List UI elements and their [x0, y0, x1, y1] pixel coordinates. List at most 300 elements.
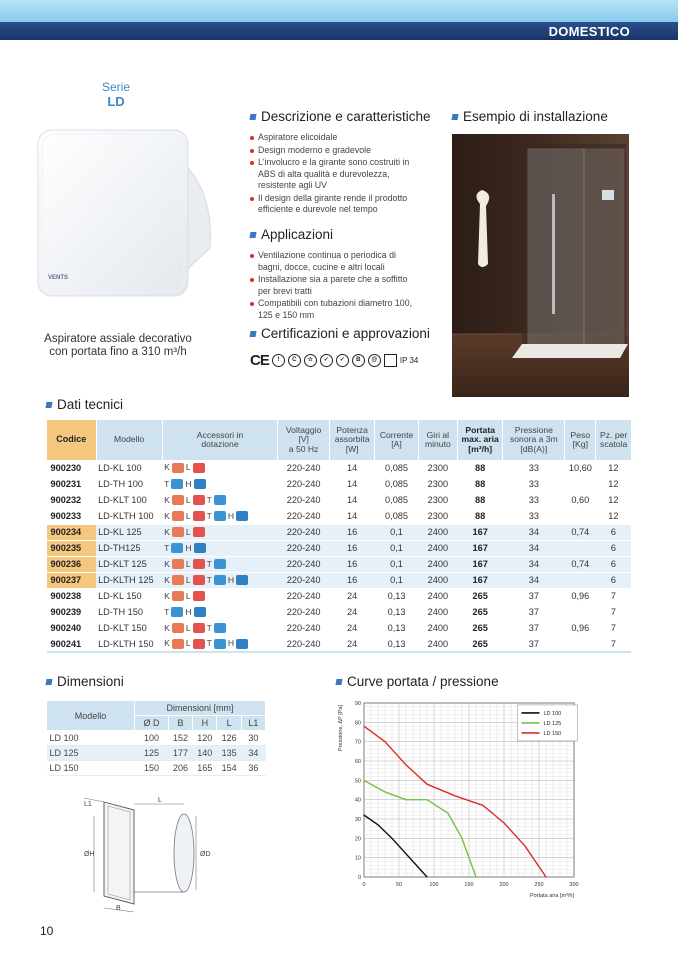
series-point	[468, 857, 469, 858]
cell-voltage: 220-240	[278, 476, 330, 492]
certifications-title: Certificazioni e approvazioni	[250, 326, 430, 341]
series-point	[545, 876, 546, 877]
dim-col-group: Dimensioni [mm]	[135, 701, 266, 716]
cell-current: 0,085	[375, 460, 418, 476]
cell-weight: 10,60	[565, 460, 596, 476]
cell-flow: 265	[457, 604, 502, 620]
x-tick-label: 250	[534, 882, 544, 888]
accessory-code: L	[185, 510, 191, 521]
x-tick-label: 50	[395, 882, 403, 888]
cell-flow: 265	[457, 636, 502, 652]
cell-rpm: 2400	[418, 556, 457, 572]
table-row	[47, 731, 266, 746]
accessory-code: L	[185, 558, 191, 569]
dimensions-title: Dimensioni	[46, 674, 124, 689]
cell-model: LD-KLT 150	[96, 620, 162, 636]
accessory-code: L	[185, 526, 191, 537]
tech-title: Dati tecnici	[46, 397, 123, 412]
cell-accessories	[162, 556, 278, 572]
accessory-code: H	[227, 638, 235, 649]
cell-pcs: 12	[596, 460, 631, 476]
cell-power: 24	[329, 620, 374, 636]
dim-cell: 34	[241, 746, 265, 761]
cell-noise: 37	[503, 636, 565, 652]
cell-power: 24	[329, 588, 374, 604]
cell-rpm: 2400	[418, 540, 457, 556]
check-valve-icon	[172, 623, 184, 633]
cell-model: LD-KL 150	[96, 588, 162, 604]
cell-flow: 167	[457, 556, 502, 572]
cell-weight	[565, 604, 596, 620]
cell-current: 0,085	[375, 492, 418, 508]
cell-pcs: 7	[596, 636, 631, 652]
cell-code: 900240	[47, 620, 97, 636]
series-label: Serie	[101, 80, 130, 94]
table-row	[47, 476, 632, 492]
table-row	[47, 508, 632, 524]
cell-model: LD-KLTH 125	[96, 572, 162, 588]
col-flow: Portata max. aria [m³/h]	[457, 420, 502, 460]
dim-cell: 165	[193, 761, 217, 776]
cell-model: LD-TH 100	[96, 476, 162, 492]
cell-power: 16	[329, 572, 374, 588]
cell-weight: 0,74	[565, 524, 596, 540]
list-item: Aspiratore elicoidale	[250, 132, 420, 144]
cell-flow: 88	[457, 508, 502, 524]
legend-label: LD 100	[543, 710, 562, 717]
cell-code: 900239	[47, 604, 97, 620]
accessory-code: H	[227, 510, 235, 521]
series-point	[426, 784, 427, 785]
humidity-sensor-icon	[236, 575, 248, 585]
cell-current: 0,13	[375, 588, 418, 604]
cell-voltage: 220-240	[278, 620, 330, 636]
cell-rpm: 2300	[418, 492, 457, 508]
cell-weight: 0,74	[565, 556, 596, 572]
installation-photo	[452, 134, 629, 397]
cell-pcs: 12	[596, 492, 631, 508]
cell-code: 900234	[47, 524, 97, 540]
cell-power: 14	[329, 476, 374, 492]
lamp-icon	[193, 495, 205, 505]
cell-current: 0,1	[375, 524, 418, 540]
cell-noise: 34	[503, 524, 565, 540]
dimension-drawing	[64, 794, 254, 912]
cell-rpm: 2400	[418, 524, 457, 540]
series-point	[475, 876, 476, 877]
cell-voltage: 220-240	[278, 556, 330, 572]
cell-noise: 34	[503, 556, 565, 572]
dim-col: H	[193, 716, 217, 731]
cell-current: 0,1	[375, 556, 418, 572]
humidity-sensor-icon	[236, 639, 248, 649]
accessory-code: T	[206, 574, 212, 585]
dim-cell: 126	[217, 731, 241, 746]
table-row	[47, 492, 632, 508]
dim-cell: 36	[241, 761, 265, 776]
accessory-code: K	[164, 494, 170, 505]
cell-weight	[565, 572, 596, 588]
col-power: Potenza assorbita [W]	[329, 420, 374, 460]
certification-mark-icon: ☆	[304, 354, 317, 367]
cell-code: 900232	[47, 492, 97, 508]
cell-model: LD-KLTH 100	[96, 508, 162, 524]
timer-icon	[214, 575, 226, 585]
cell-code: 900231	[47, 476, 97, 492]
section-square-icon	[249, 331, 256, 337]
series-point	[524, 845, 525, 846]
cell-accessories	[162, 492, 278, 508]
cell-accessories	[162, 572, 278, 588]
cell-code: 900238	[47, 588, 97, 604]
section-square-icon	[45, 679, 52, 685]
timer-icon	[214, 623, 226, 633]
cell-voltage: 220-240	[278, 524, 330, 540]
dim-col-model: Modello	[47, 701, 135, 731]
installation-title: Esempio di installazione	[452, 109, 608, 124]
timer-icon	[214, 559, 226, 569]
dim-cell: 152	[168, 731, 192, 746]
dim-cell-model: LD 125	[47, 746, 135, 761]
accessory-code: L	[185, 638, 191, 649]
dim-cell: 150	[135, 761, 169, 776]
dim-col: Ø D	[135, 716, 169, 731]
cell-power: 24	[329, 604, 374, 620]
humidity-sensor-icon	[236, 511, 248, 521]
accessory-code: L	[185, 574, 191, 585]
cell-noise: 37	[503, 620, 565, 636]
dim-label: B	[116, 905, 121, 912]
cell-power: 16	[329, 540, 374, 556]
cell-voltage: 220-240	[278, 540, 330, 556]
dim-cell-model: LD 150	[47, 761, 135, 776]
cell-flow: 265	[457, 588, 502, 604]
cell-current: 0,1	[375, 540, 418, 556]
y-tick-label: 50	[354, 778, 361, 785]
cell-accessories	[162, 636, 278, 652]
cell-current: 0,085	[375, 476, 418, 492]
col-voltage: Voltaggio [V] a 50 Hz	[278, 420, 330, 460]
page-number: 10	[40, 924, 54, 938]
product-image	[28, 128, 214, 302]
series-point	[405, 853, 406, 854]
dim-col: L	[217, 716, 241, 731]
accessory-code: T	[206, 510, 212, 521]
section-square-icon	[335, 679, 342, 685]
list-item: L'involucro e la girante sono costruiti in ABS di alta qualità e durevolezza, resistente agli UV	[250, 157, 420, 192]
accessory-code: K	[164, 622, 170, 633]
dim-cell: 30	[241, 731, 265, 746]
y-tick-label: 70	[354, 739, 361, 746]
accessory-code: K	[164, 638, 170, 649]
series-point	[461, 838, 462, 839]
timer-icon	[214, 511, 226, 521]
timer-icon	[171, 607, 183, 617]
series-point	[426, 876, 427, 877]
cell-flow: 265	[457, 620, 502, 636]
table-row	[47, 761, 266, 776]
dim-cell: 125	[135, 746, 169, 761]
section-square-icon	[45, 402, 52, 408]
col-accessories: Accessori in dotazione	[162, 420, 278, 460]
legend-label: LD 150	[543, 730, 562, 737]
tech-table	[46, 420, 631, 653]
cell-weight	[565, 476, 596, 492]
cell-current: 0,13	[375, 636, 418, 652]
cell-current: 0,13	[375, 620, 418, 636]
dim-label: L	[158, 797, 162, 804]
applications-title: Applicazioni	[250, 227, 333, 242]
series-point	[447, 813, 448, 814]
series-point	[405, 764, 406, 765]
certification-mark-icon: B	[352, 354, 365, 367]
table-row	[47, 460, 632, 476]
section-label: DOMESTICO	[548, 24, 630, 39]
cell-voltage: 220-240	[278, 588, 330, 604]
x-tick-label: 100	[429, 882, 439, 888]
cell-model: LD-KLT 125	[96, 556, 162, 572]
dim-cell: 100	[135, 731, 169, 746]
cell-noise: 33	[503, 508, 565, 524]
table-row	[47, 588, 632, 604]
y-tick-label: 30	[354, 817, 361, 823]
series-point	[426, 799, 427, 800]
cell-voltage: 220-240	[278, 492, 330, 508]
cell-accessories	[162, 588, 278, 604]
check-valve-icon	[172, 463, 184, 473]
cell-pcs: 12	[596, 476, 631, 492]
accessory-code: H	[227, 574, 235, 585]
accessory-code: H	[185, 606, 192, 617]
dim-cell: 206	[168, 761, 192, 776]
fan-on-wall	[602, 190, 614, 200]
dim-cell: 140	[193, 746, 217, 761]
cell-rpm: 2400	[418, 636, 457, 652]
table-row	[47, 746, 266, 761]
lamp-icon	[193, 511, 205, 521]
timer-icon	[214, 639, 226, 649]
table-row	[47, 620, 632, 636]
dim-label: ØH	[84, 851, 95, 858]
cell-power: 16	[329, 524, 374, 540]
cell-power: 16	[329, 556, 374, 572]
humidity-sensor-icon	[194, 479, 206, 489]
check-valve-icon	[172, 495, 184, 505]
y-tick-label: 20	[354, 836, 361, 843]
cell-rpm: 2400	[418, 620, 457, 636]
cell-model: LD-KLTH 150	[96, 636, 162, 652]
cell-accessories	[162, 508, 278, 524]
cell-pcs: 6	[596, 524, 631, 540]
cell-code: 900241	[47, 636, 97, 652]
legend-label: LD 125	[543, 720, 562, 727]
lamp-icon	[193, 591, 205, 601]
cell-model: LD-KL 100	[96, 460, 162, 476]
cell-current: 0,1	[375, 572, 418, 588]
table-row	[47, 556, 632, 572]
cell-model: LD-KL 125	[96, 524, 162, 540]
check-valve-icon	[172, 575, 184, 585]
accessory-code: T	[164, 478, 170, 489]
series-point	[384, 741, 385, 742]
pressure-flow-chart	[330, 697, 579, 909]
table-row	[47, 572, 632, 588]
col-rpm: Giri al minuto	[418, 420, 457, 460]
dim-cell: 135	[217, 746, 241, 761]
cell-weight	[565, 540, 596, 556]
section-square-icon	[249, 114, 256, 120]
series-point	[482, 805, 483, 806]
product-brand-logo: VENTS	[48, 275, 69, 281]
series-point	[405, 799, 406, 800]
dim-col: L1	[241, 716, 265, 731]
humidity-sensor-icon	[194, 607, 206, 617]
lamp-icon	[193, 623, 205, 633]
cell-code: 900235	[47, 540, 97, 556]
section-band	[0, 22, 678, 40]
timer-icon	[171, 479, 183, 489]
check-valve-icon	[172, 559, 184, 569]
table-row	[47, 540, 632, 556]
accessory-code: K	[164, 510, 170, 521]
cell-weight: 0,96	[565, 588, 596, 604]
accessory-code: K	[164, 590, 170, 601]
col-model: Modello	[96, 420, 162, 460]
certification-mark-icon: ✓	[320, 354, 333, 367]
accessory-code: L	[185, 590, 191, 601]
cell-accessories	[162, 620, 278, 636]
certification-marks	[250, 350, 418, 370]
x-tick-label: 150	[464, 882, 474, 888]
accessory-code: L	[185, 622, 191, 633]
cell-weight: 0,96	[565, 620, 596, 636]
check-valve-icon	[172, 527, 184, 537]
certification-mark-icon: !	[272, 354, 285, 367]
dimensions-table	[46, 700, 266, 776]
accessory-code: T	[206, 494, 212, 505]
curves-title: Curve portata / pressione	[336, 674, 499, 689]
cell-flow: 167	[457, 572, 502, 588]
lamp-icon	[193, 559, 205, 569]
y-tick-label: 0	[357, 875, 361, 881]
cell-weight: 0,60	[565, 492, 596, 508]
series-point	[391, 838, 392, 839]
y-tick-label: 80	[354, 720, 361, 727]
series-model: LD	[107, 94, 125, 109]
dim-cell: 177	[168, 746, 192, 761]
y-axis-label: Pressione, ΔP [Pa]	[338, 705, 344, 752]
x-tick-label: 0	[362, 882, 366, 888]
series-point	[363, 815, 364, 816]
accessory-code: T	[164, 606, 170, 617]
cell-accessories	[162, 476, 278, 492]
lamp-icon	[193, 463, 205, 473]
cell-model: LD-TH125	[96, 540, 162, 556]
x-tick-label: 300	[569, 882, 579, 888]
list-item: Installazione sia a parete che a soffitto per brevi tratti	[250, 274, 420, 297]
cell-current: 0,085	[375, 508, 418, 524]
series-point	[384, 791, 385, 792]
cell-pcs: 7	[596, 604, 631, 620]
cell-model: LD-TH 150	[96, 604, 162, 620]
cell-weight	[565, 508, 596, 524]
cell-noise: 34	[503, 540, 565, 556]
accessory-code: T	[164, 542, 170, 553]
series-point	[503, 822, 504, 823]
accessory-code: H	[185, 542, 192, 553]
certification-mark-icon: C	[288, 354, 301, 367]
section-square-icon	[249, 232, 256, 238]
col-pcs: Pz. per scatola	[596, 420, 631, 460]
dim-label: L1	[84, 801, 92, 808]
cell-pcs: 6	[596, 540, 631, 556]
cell-power: 14	[329, 492, 374, 508]
description-title: Descrizione e caratteristiche	[250, 109, 431, 124]
accessory-code: L	[185, 494, 191, 505]
cell-accessories	[162, 460, 278, 476]
cell-voltage: 220-240	[278, 636, 330, 652]
cell-rpm: 2300	[418, 476, 457, 492]
cell-code: 900233	[47, 508, 97, 524]
check-valve-icon	[172, 591, 184, 601]
timer-icon	[214, 495, 226, 505]
cell-voltage: 220-240	[278, 460, 330, 476]
accessory-code: T	[206, 638, 212, 649]
dim-cell: 154	[217, 761, 241, 776]
cell-flow: 167	[457, 540, 502, 556]
section-square-icon	[451, 114, 458, 120]
product-front-panel	[38, 130, 188, 296]
cell-power: 14	[329, 508, 374, 524]
x-tick-label: 200	[499, 882, 509, 888]
top-color-bar	[0, 0, 678, 22]
lamp-icon	[193, 639, 205, 649]
cell-rpm: 2300	[418, 460, 457, 476]
cell-voltage: 220-240	[278, 572, 330, 588]
cell-power: 14	[329, 460, 374, 476]
cell-code: 900230	[47, 460, 97, 476]
cell-accessories	[162, 604, 278, 620]
timer-icon	[171, 543, 183, 553]
series-point	[419, 869, 420, 870]
col-noise: Pressione sonora a 3m [dB(A)]	[503, 420, 565, 460]
certification-mark-icon: ✓	[336, 354, 349, 367]
cell-flow: 167	[457, 524, 502, 540]
ce-mark-icon: CE	[250, 351, 269, 369]
cell-accessories	[162, 540, 278, 556]
cell-pcs: 12	[596, 508, 631, 524]
accessory-code: H	[185, 478, 192, 489]
cell-pcs: 7	[596, 620, 631, 636]
cell-code: 900237	[47, 572, 97, 588]
dim-cell-model: LD 100	[47, 731, 135, 746]
series-point	[377, 824, 378, 825]
accessory-code: T	[206, 622, 212, 633]
col-current: Corrente [A]	[375, 420, 418, 460]
check-valve-icon	[172, 511, 184, 521]
cell-noise: 33	[503, 476, 565, 492]
cell-flow: 88	[457, 460, 502, 476]
cell-flow: 88	[457, 492, 502, 508]
accessory-code: K	[164, 462, 170, 473]
cell-rpm: 2400	[418, 604, 457, 620]
cell-code: 900236	[47, 556, 97, 572]
series-point	[454, 795, 455, 796]
description-list	[250, 132, 420, 217]
cell-noise: 37	[503, 588, 565, 604]
lamp-icon	[193, 527, 205, 537]
list-item: Design moderno e gradevole	[250, 145, 420, 157]
